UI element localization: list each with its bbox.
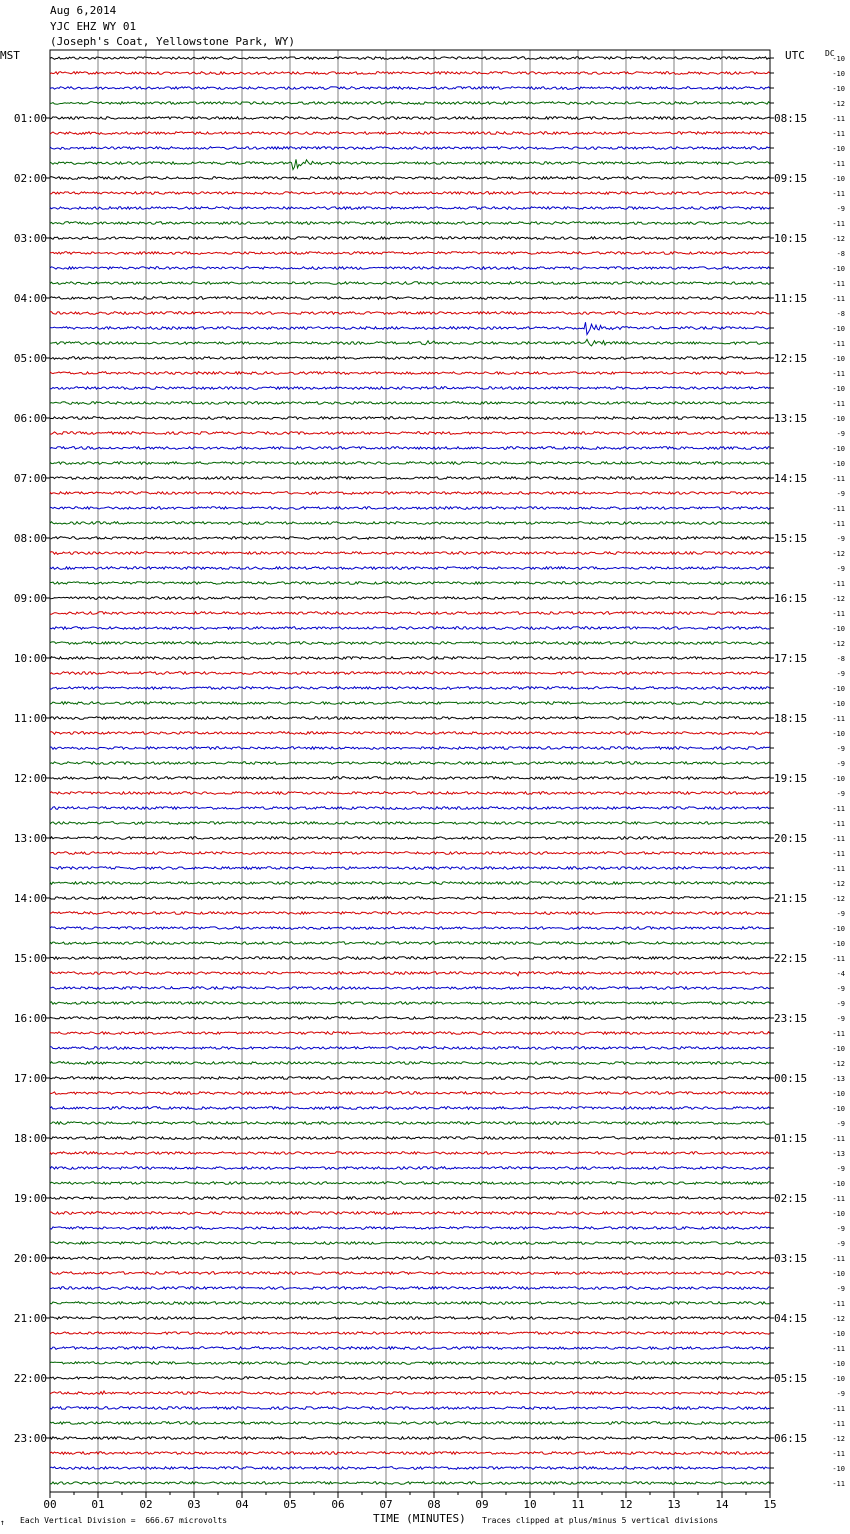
trace-row	[50, 372, 770, 375]
dc-offset-label: -10	[832, 775, 845, 783]
trace-row	[50, 867, 770, 870]
trace-row	[50, 1377, 770, 1380]
trace-row	[50, 147, 770, 150]
dc-offset-label: -9	[836, 1240, 845, 1248]
dc-offset-label: -12	[832, 235, 845, 243]
mst-hour-label: 13:00	[13, 832, 47, 845]
mst-hour-label: 15:00	[13, 952, 47, 965]
dc-offset-label: -13	[832, 1150, 845, 1158]
trace-row	[50, 1032, 770, 1035]
trace-row	[50, 1257, 770, 1260]
utc-hour-label: 18:15	[774, 712, 808, 725]
trace-row	[50, 1332, 770, 1335]
dc-offset-label: -10	[832, 70, 845, 78]
dc-offset-label: -9	[836, 535, 845, 543]
mst-hour-label: 05:00	[13, 352, 47, 365]
left-timezone-label: MST	[0, 49, 20, 62]
trace-row	[50, 732, 770, 735]
dc-offset-label: -11	[832, 1480, 845, 1488]
dc-offset-label: -10	[832, 55, 845, 63]
trace-row	[50, 1047, 770, 1050]
dc-offset-label: -11	[832, 190, 845, 198]
trace-row	[50, 567, 770, 570]
trace-row	[50, 747, 770, 750]
mst-hour-label: 12:00	[13, 772, 47, 785]
trace-row	[50, 657, 770, 660]
trace-row	[50, 1302, 770, 1305]
trace-row	[50, 322, 770, 334]
dc-offset-label: -11	[832, 1450, 845, 1458]
utc-hour-label: 05:15	[774, 1372, 808, 1385]
x-tick-label: 12	[619, 1498, 633, 1511]
x-tick-label: 03	[187, 1498, 201, 1511]
trace-row	[50, 912, 770, 915]
dc-offset-label: -11	[832, 130, 845, 138]
trace-row	[50, 1422, 770, 1425]
trace-row	[50, 57, 770, 60]
mst-hour-label: 09:00	[13, 592, 47, 605]
mst-hour-label: 06:00	[13, 412, 47, 425]
mst-hour-label: 21:00	[13, 1312, 47, 1325]
trace-row	[50, 237, 770, 240]
dc-offset-label: -10	[832, 175, 845, 183]
mst-hour-label: 14:00	[13, 892, 47, 905]
trace-row	[50, 1002, 770, 1005]
dc-offset-label: -11	[832, 220, 845, 228]
utc-hour-label: 22:15	[774, 952, 808, 965]
trace-row	[50, 537, 770, 540]
dc-offset-label: -11	[832, 580, 845, 588]
dc-offset-label: -10	[832, 1105, 845, 1113]
dc-offset-label: -12	[832, 550, 845, 558]
x-tick-label: 15	[763, 1498, 777, 1511]
dc-offset-label: -11	[832, 820, 845, 828]
trace-row	[50, 387, 770, 390]
dc-offset-label: -4	[836, 970, 845, 978]
mst-hour-label: 17:00	[13, 1072, 47, 1085]
utc-hour-label: 12:15	[774, 352, 808, 365]
vertical-scale-note: Each Vertical Division = 666.67 microvolts	[20, 1516, 228, 1525]
dc-offset-label: -10	[832, 1465, 845, 1473]
dc-offset-label: -10	[832, 700, 845, 708]
trace-row	[50, 192, 770, 195]
trace-row	[50, 312, 770, 315]
dc-offset-label: -10	[832, 1090, 845, 1098]
dc-offset-label: -12	[832, 895, 845, 903]
dc-offset-label: -11	[832, 715, 845, 723]
x-tick-label: 07	[379, 1498, 393, 1511]
utc-hour-label: 15:15	[774, 532, 808, 545]
dc-offset-label: -10	[832, 1210, 845, 1218]
dc-offset-label: -9	[836, 1015, 845, 1023]
dc-offset-label: -13	[832, 1075, 845, 1083]
dc-offset-label: -11	[832, 370, 845, 378]
dc-offset-label: -8	[836, 250, 845, 258]
trace-row	[50, 1407, 770, 1410]
dc-offset-label: -12	[832, 1435, 845, 1443]
dc-offset-label: -9	[836, 565, 845, 573]
trace-row	[50, 762, 770, 765]
trace-row	[50, 837, 770, 840]
utc-hour-label: 03:15	[774, 1252, 808, 1265]
utc-hour-label: 20:15	[774, 832, 808, 845]
dc-offset-label: -11	[832, 160, 845, 168]
trace-row	[50, 882, 770, 885]
trace-row	[50, 1182, 770, 1185]
dc-offset-label: -10	[832, 145, 845, 153]
utc-hour-label: 00:15	[774, 1072, 808, 1085]
dc-offset-label: -10	[832, 325, 845, 333]
mst-hour-label: 11:00	[13, 712, 47, 725]
dc-offset-label: -11	[832, 1255, 845, 1263]
utc-hour-label: 23:15	[774, 1012, 808, 1025]
utc-hour-label: 09:15	[774, 172, 808, 185]
dc-offset-label: -8	[836, 310, 845, 318]
trace-row	[50, 102, 770, 105]
trace-row	[50, 159, 770, 169]
trace-row	[50, 1362, 770, 1365]
x-tick-label: 13	[667, 1498, 681, 1511]
plot-date: Aug 6,2014	[50, 4, 117, 17]
x-tick-label: 10	[523, 1498, 537, 1511]
trace-row	[50, 1122, 770, 1125]
trace-row	[50, 942, 770, 945]
utc-hour-label: 16:15	[774, 592, 808, 605]
trace-row	[50, 1242, 770, 1245]
dc-offset-label: -12	[832, 640, 845, 648]
utc-hour-label: 04:15	[774, 1312, 808, 1325]
trace-row	[50, 87, 770, 90]
trace-row	[50, 207, 770, 210]
dc-offset-label: -10	[832, 1045, 845, 1053]
trace-row	[50, 339, 770, 346]
dc-offset-label: -10	[832, 625, 845, 633]
x-tick-label: 00	[43, 1498, 57, 1511]
trace-row	[50, 1482, 770, 1485]
dc-label: DC	[825, 49, 835, 58]
dc-offset-label: -11	[832, 1405, 845, 1413]
trace-row	[50, 597, 770, 600]
dc-offset-label: -9	[836, 205, 845, 213]
trace-row	[50, 1212, 770, 1215]
utc-hour-label: 02:15	[774, 1192, 808, 1205]
dc-offset-label: -11	[832, 340, 845, 348]
trace-row	[50, 282, 770, 285]
trace-row	[50, 672, 770, 675]
trace-row	[50, 582, 770, 585]
trace-row	[50, 1227, 770, 1230]
trace-row	[50, 1272, 770, 1275]
trace-row	[50, 717, 770, 720]
dc-offset-label: -11	[832, 865, 845, 873]
trace-row	[50, 1092, 770, 1095]
utc-hour-label: 01:15	[774, 1132, 808, 1145]
trace-row	[50, 612, 770, 615]
trace-row	[50, 1137, 770, 1140]
dc-offset-label: -12	[832, 1315, 845, 1323]
dc-offset-label: -9	[836, 985, 845, 993]
trace-row	[50, 507, 770, 510]
dc-offset-label: -11	[832, 1300, 845, 1308]
dc-offset-label: -10	[832, 1360, 845, 1368]
trace-row	[50, 132, 770, 135]
dc-offset-label: -9	[836, 1165, 845, 1173]
trace-row	[50, 687, 770, 690]
trace-row	[50, 1452, 770, 1455]
dc-offset-label: -8	[836, 655, 845, 663]
dc-offset-label: -10	[832, 1270, 845, 1278]
clipping-note: Traces clipped at plus/minus 5 vertical divisions	[482, 1516, 719, 1525]
trace-row	[50, 462, 770, 465]
utc-hour-label: 17:15	[774, 652, 808, 665]
utc-hour-label: 08:15	[774, 112, 808, 125]
mst-hour-label: 19:00	[13, 1192, 47, 1205]
trace-row	[50, 1077, 770, 1080]
utc-hour-label: 14:15	[774, 472, 808, 485]
scale-marker: ↑	[0, 1518, 5, 1527]
dc-offset-label: -10	[832, 1180, 845, 1188]
utc-hour-label: 11:15	[774, 292, 808, 305]
mst-hour-label: 01:00	[13, 112, 47, 125]
x-tick-label: 14	[715, 1498, 729, 1511]
dc-offset-label: -11	[832, 1420, 845, 1428]
dc-offset-label: -11	[832, 805, 845, 813]
trace-row	[50, 642, 770, 645]
dc-offset-label: -9	[836, 1225, 845, 1233]
trace-row	[50, 1317, 770, 1320]
mst-hour-label: 16:00	[13, 1012, 47, 1025]
dc-offset-label: -11	[832, 955, 845, 963]
x-tick-label: 08	[427, 1498, 441, 1511]
dc-offset-label: -10	[832, 925, 845, 933]
trace-row	[50, 492, 770, 495]
dc-offset-label: -11	[832, 610, 845, 618]
dc-offset-label: -9	[836, 1285, 845, 1293]
trace-row	[50, 1167, 770, 1170]
trace-row	[50, 897, 770, 900]
trace-row	[50, 852, 770, 855]
trace-row	[50, 1437, 770, 1440]
trace-row	[50, 447, 770, 450]
mst-hour-label: 02:00	[13, 172, 47, 185]
utc-hour-label: 21:15	[774, 892, 808, 905]
dc-offset-label: -11	[832, 520, 845, 528]
trace-row	[50, 1391, 770, 1394]
dc-offset-label: -12	[832, 880, 845, 888]
dc-offset-label: -9	[836, 1120, 845, 1128]
trace-row	[50, 552, 770, 555]
trace-row	[50, 357, 770, 360]
trace-row	[50, 792, 770, 795]
dc-offset-label: -10	[832, 730, 845, 738]
dc-offset-label: -11	[832, 475, 845, 483]
dc-offset-label: -9	[836, 1000, 845, 1008]
x-tick-label: 01	[91, 1498, 105, 1511]
x-tick-label: 04	[235, 1498, 249, 1511]
dc-offset-label: -10	[832, 85, 845, 93]
trace-row	[50, 987, 770, 990]
dc-offset-label: -11	[832, 115, 845, 123]
trace-row	[50, 1287, 770, 1290]
trace-row	[50, 117, 770, 120]
dc-offset-label: -9	[836, 790, 845, 798]
mst-hour-label: 07:00	[13, 472, 47, 485]
mst-hour-label: 08:00	[13, 532, 47, 545]
trace-row	[50, 267, 770, 270]
dc-offset-label: -9	[836, 430, 845, 438]
x-tick-label: 11	[571, 1498, 585, 1511]
trace-row	[50, 252, 770, 255]
mst-hour-label: 23:00	[13, 1432, 47, 1445]
trace-row	[50, 177, 770, 180]
dc-offset-label: -11	[832, 505, 845, 513]
trace-row	[50, 1152, 770, 1155]
x-tick-label: 02	[139, 1498, 153, 1511]
trace-row	[50, 972, 770, 976]
station-location: (Joseph's Coat, Yellowstone Park, WY)	[50, 35, 296, 48]
dc-offset-label: -11	[832, 400, 845, 408]
dc-offset-label: -9	[836, 910, 845, 918]
mst-hour-label: 03:00	[13, 232, 47, 245]
dc-offset-label: -10	[832, 1375, 845, 1383]
trace-row	[50, 1107, 770, 1110]
dc-offset-label: -10	[832, 355, 845, 363]
dc-offset-label: -10	[832, 940, 845, 948]
dc-offset-label: -11	[832, 835, 845, 843]
trace-row	[50, 1347, 770, 1350]
right-timezone-label: UTC	[785, 49, 805, 62]
x-tick-label: 05	[283, 1498, 297, 1511]
x-tick-label: 09	[475, 1498, 489, 1511]
trace-row	[50, 1467, 770, 1470]
dc-offset-label: -10	[832, 1330, 845, 1338]
mst-hour-label: 22:00	[13, 1372, 47, 1385]
utc-hour-label: 13:15	[774, 412, 808, 425]
trace-row	[50, 807, 770, 810]
dc-offset-label: -12	[832, 595, 845, 603]
dc-offset-label: -11	[832, 280, 845, 288]
trace-row	[50, 702, 770, 705]
trace-row	[50, 1062, 770, 1065]
trace-row	[50, 777, 770, 780]
station-code: YJC EHZ WY 01	[50, 20, 137, 33]
dc-offset-label: -10	[832, 460, 845, 468]
x-tick-label: 06	[331, 1498, 345, 1511]
mst-hour-label: 20:00	[13, 1252, 47, 1265]
trace-row	[50, 627, 770, 630]
dc-offset-label: -11	[832, 850, 845, 858]
utc-hour-label: 06:15	[774, 1432, 808, 1445]
dc-offset-label: -12	[832, 1060, 845, 1068]
dc-offset-label: -11	[832, 1030, 845, 1038]
dc-offset-label: -9	[836, 1390, 845, 1398]
trace-row	[50, 417, 770, 420]
trace-row	[50, 402, 770, 405]
mst-hour-label: 10:00	[13, 652, 47, 665]
dc-offset-label: -9	[836, 760, 845, 768]
trace-row	[50, 957, 770, 960]
dc-offset-label: -11	[832, 1135, 845, 1143]
dc-offset-label: -11	[832, 1345, 845, 1353]
trace-row	[50, 1017, 770, 1020]
dc-offset-label: -10	[832, 265, 845, 273]
dc-offset-label: -10	[832, 385, 845, 393]
dc-offset-label: -11	[832, 295, 845, 303]
trace-row	[50, 477, 770, 480]
trace-row	[50, 522, 770, 525]
dc-offset-label: -11	[832, 1195, 845, 1203]
utc-hour-label: 10:15	[774, 232, 808, 245]
trace-row	[50, 297, 770, 300]
trace-row	[50, 222, 770, 225]
x-axis-label: TIME (MINUTES)	[373, 1512, 466, 1525]
trace-row	[50, 927, 770, 930]
trace-row	[50, 1197, 770, 1200]
mst-hour-label: 18:00	[13, 1132, 47, 1145]
dc-offset-label: -12	[832, 100, 845, 108]
utc-hour-label: 19:15	[774, 772, 808, 785]
dc-offset-label: -9	[836, 670, 845, 678]
trace-row	[50, 72, 770, 75]
dc-offset-label: -9	[836, 745, 845, 753]
dc-offset-label: -10	[832, 445, 845, 453]
trace-row	[50, 822, 770, 825]
dc-offset-label: -9	[836, 490, 845, 498]
trace-row	[50, 432, 770, 435]
dc-offset-label: -10	[832, 415, 845, 423]
dc-offset-label: -10	[832, 685, 845, 693]
mst-hour-label: 04:00	[13, 292, 47, 305]
